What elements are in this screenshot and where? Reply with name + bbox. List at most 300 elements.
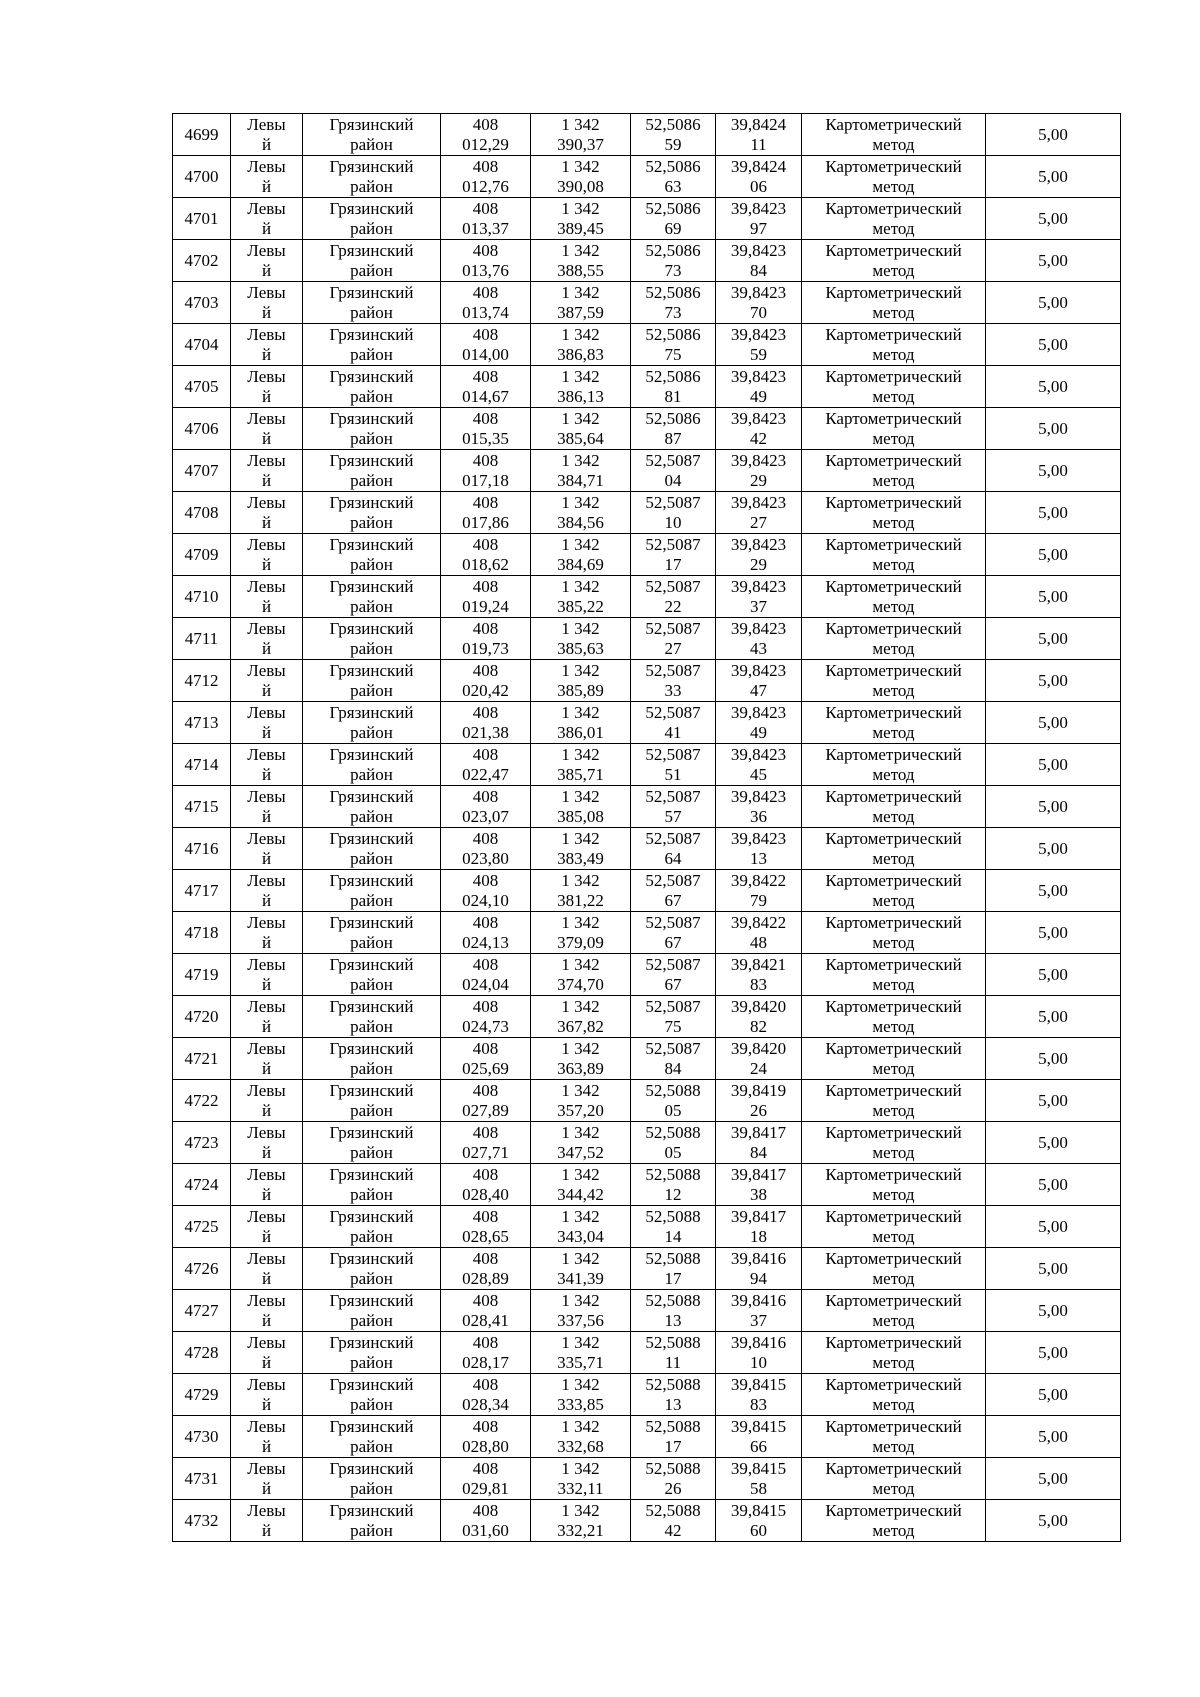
longitude-cell-line: 39,8416 bbox=[730, 1248, 787, 1268]
table-row bbox=[173, 1500, 1121, 1542]
x-coordinate-cell-line: 028,65 bbox=[462, 1226, 509, 1246]
method-cell bbox=[802, 786, 986, 828]
y-coordinate-cell-line: 385,08 bbox=[557, 806, 604, 826]
longitude-cell-line: 70 bbox=[750, 302, 767, 322]
y-coordinate-cell bbox=[531, 996, 631, 1038]
x-coordinate-cell-line: 028,41 bbox=[462, 1310, 509, 1330]
side-cell-line: й bbox=[261, 512, 272, 532]
x-coordinate-cell-line: 014,00 bbox=[462, 344, 509, 364]
side-cell-line: Левы bbox=[247, 660, 286, 680]
latitude-cell bbox=[631, 114, 716, 156]
latitude-cell bbox=[631, 618, 716, 660]
longitude-cell-line: 39,8420 bbox=[730, 1038, 787, 1058]
side-cell-line: й bbox=[261, 1016, 272, 1036]
y-coordinate-cell-line: 384,56 bbox=[557, 512, 604, 532]
side-cell-line: й bbox=[261, 764, 272, 784]
longitude-cell-line: 39,8423 bbox=[730, 744, 787, 764]
method-cell-line: Картометрический bbox=[825, 660, 962, 680]
accuracy-cell: 5,00 bbox=[986, 450, 1121, 492]
latitude-cell-line: 52,5087 bbox=[645, 576, 701, 596]
accuracy-cell: 5,00 bbox=[986, 828, 1121, 870]
y-coordinate-cell-line: 389,45 bbox=[557, 218, 604, 238]
longitude-cell-line: 49 bbox=[750, 722, 767, 742]
longitude-cell-line: 39,8415 bbox=[730, 1458, 787, 1478]
x-coordinate-cell bbox=[441, 618, 531, 660]
latitude-cell bbox=[631, 660, 716, 702]
x-coordinate-cell-line: 028,80 bbox=[462, 1436, 509, 1456]
table-row bbox=[173, 1206, 1121, 1248]
x-coordinate-cell bbox=[441, 1416, 531, 1458]
longitude-cell-line: 36 bbox=[750, 806, 767, 826]
table-row bbox=[173, 660, 1121, 702]
district-cell-line: район bbox=[350, 848, 393, 868]
x-coordinate-cell-line: 021,38 bbox=[462, 722, 509, 742]
table-row bbox=[173, 870, 1121, 912]
side-cell-line: Левы bbox=[247, 1416, 286, 1436]
side-cell-line: й bbox=[261, 722, 272, 742]
side-cell-line: й bbox=[261, 890, 272, 910]
table-row bbox=[173, 1290, 1121, 1332]
method-cell-line: Картометрический bbox=[825, 492, 962, 512]
district-cell-line: Грязинский bbox=[329, 240, 414, 260]
side-cell-line: Левы bbox=[247, 408, 286, 428]
district-cell-line: Грязинский bbox=[329, 1080, 414, 1100]
latitude-cell-line: 52,5088 bbox=[645, 1080, 701, 1100]
district-cell-line: район bbox=[350, 344, 393, 364]
latitude-cell bbox=[631, 282, 716, 324]
method-cell bbox=[802, 912, 986, 954]
district-cell-line: район bbox=[350, 1142, 393, 1162]
side-cell bbox=[231, 114, 303, 156]
side-cell-line: й bbox=[261, 1100, 272, 1120]
x-coordinate-cell-line: 023,07 bbox=[462, 806, 509, 826]
method-cell-line: Картометрический bbox=[825, 828, 962, 848]
district-cell-line: Грязинский bbox=[329, 450, 414, 470]
latitude-cell-line: 52,5088 bbox=[645, 1248, 701, 1268]
point-number-cell: 4721 bbox=[173, 1038, 231, 1080]
district-cell bbox=[303, 240, 441, 282]
method-cell bbox=[802, 576, 986, 618]
method-cell-line: метод bbox=[872, 1310, 915, 1330]
x-coordinate-cell-line: 408 bbox=[472, 366, 499, 386]
latitude-cell-line: 52,5087 bbox=[645, 954, 701, 974]
point-number-cell: 4720 bbox=[173, 996, 231, 1038]
point-number-cell: 4729 bbox=[173, 1374, 231, 1416]
latitude-cell-line: 13 bbox=[664, 1394, 682, 1414]
district-cell bbox=[303, 996, 441, 1038]
point-number-cell: 4727 bbox=[173, 1290, 231, 1332]
district-cell-line: район bbox=[350, 386, 393, 406]
latitude-cell-line: 73 bbox=[664, 302, 682, 322]
district-cell-line: Грязинский bbox=[329, 408, 414, 428]
latitude-cell-line: 52,5087 bbox=[645, 702, 701, 722]
y-coordinate-cell bbox=[531, 1374, 631, 1416]
district-cell-line: район bbox=[350, 554, 393, 574]
side-cell-line: Левы bbox=[247, 1458, 286, 1478]
longitude-cell bbox=[716, 198, 802, 240]
y-coordinate-cell bbox=[531, 954, 631, 996]
longitude-cell-line: 39,8423 bbox=[730, 450, 787, 470]
accuracy-cell: 5,00 bbox=[986, 198, 1121, 240]
method-cell bbox=[802, 1206, 986, 1248]
y-coordinate-cell bbox=[531, 828, 631, 870]
side-cell-line: й bbox=[261, 680, 272, 700]
district-cell-line: район bbox=[350, 302, 393, 322]
latitude-cell bbox=[631, 828, 716, 870]
accuracy-cell: 5,00 bbox=[986, 870, 1121, 912]
y-coordinate-cell-line: 1 342 bbox=[561, 996, 600, 1016]
y-coordinate-cell bbox=[531, 1080, 631, 1122]
x-coordinate-cell-line: 408 bbox=[472, 534, 499, 554]
point-number-cell: 4704 bbox=[173, 324, 231, 366]
method-cell-line: метод bbox=[872, 1100, 915, 1120]
latitude-cell-line: 17 bbox=[664, 1436, 682, 1456]
y-coordinate-cell bbox=[531, 912, 631, 954]
y-coordinate-cell-line: 1 342 bbox=[561, 366, 600, 386]
x-coordinate-cell-line: 408 bbox=[472, 1080, 499, 1100]
side-cell-line: Левы bbox=[247, 1290, 286, 1310]
x-coordinate-cell-line: 408 bbox=[472, 1416, 499, 1436]
x-coordinate-cell bbox=[441, 114, 531, 156]
x-coordinate-cell bbox=[441, 1164, 531, 1206]
longitude-cell-line: 97 bbox=[750, 218, 767, 238]
latitude-cell-line: 10 bbox=[664, 512, 682, 532]
point-number-cell: 4712 bbox=[173, 660, 231, 702]
accuracy-cell: 5,00 bbox=[986, 156, 1121, 198]
district-cell-line: район bbox=[350, 890, 393, 910]
longitude-cell bbox=[716, 492, 802, 534]
longitude-cell-line: 39,8420 bbox=[730, 996, 787, 1016]
y-coordinate-cell-line: 1 342 bbox=[561, 1500, 600, 1520]
district-cell-line: Грязинский bbox=[329, 1332, 414, 1352]
accuracy-cell: 5,00 bbox=[986, 1080, 1121, 1122]
latitude-cell-line: 52,5087 bbox=[645, 450, 701, 470]
district-cell-line: район bbox=[350, 134, 393, 154]
accuracy-cell: 5,00 bbox=[986, 1164, 1121, 1206]
x-coordinate-cell-line: 408 bbox=[472, 324, 499, 344]
longitude-cell-line: 39,8415 bbox=[730, 1374, 787, 1394]
x-coordinate-cell bbox=[441, 492, 531, 534]
x-coordinate-cell-line: 028,34 bbox=[462, 1394, 509, 1414]
table-row bbox=[173, 240, 1121, 282]
latitude-cell-line: 52,5088 bbox=[645, 1122, 701, 1142]
method-cell-line: Картометрический bbox=[825, 366, 962, 386]
y-coordinate-cell-line: 1 342 bbox=[561, 912, 600, 932]
method-cell bbox=[802, 366, 986, 408]
side-cell-line: й bbox=[261, 386, 272, 406]
x-coordinate-cell bbox=[441, 1500, 531, 1542]
y-coordinate-cell-line: 367,82 bbox=[557, 1016, 604, 1036]
x-coordinate-cell bbox=[441, 954, 531, 996]
point-number-cell: 4716 bbox=[173, 828, 231, 870]
accuracy-cell: 5,00 bbox=[986, 786, 1121, 828]
x-coordinate-cell bbox=[441, 870, 531, 912]
y-coordinate-cell bbox=[531, 114, 631, 156]
method-cell-line: метод bbox=[872, 1436, 915, 1456]
y-coordinate-cell-line: 357,20 bbox=[557, 1100, 604, 1120]
y-coordinate-cell-line: 388,55 bbox=[557, 260, 604, 280]
x-coordinate-cell bbox=[441, 534, 531, 576]
latitude-cell-line: 87 bbox=[664, 428, 682, 448]
district-cell-line: район bbox=[350, 470, 393, 490]
point-number-cell: 4728 bbox=[173, 1332, 231, 1374]
longitude-cell-line: 66 bbox=[750, 1436, 767, 1456]
district-cell bbox=[303, 1458, 441, 1500]
method-cell-line: метод bbox=[872, 890, 915, 910]
latitude-cell-line: 26 bbox=[664, 1478, 682, 1498]
method-cell-line: метод bbox=[872, 1058, 915, 1078]
longitude-cell-line: 39,8423 bbox=[730, 282, 787, 302]
side-cell bbox=[231, 198, 303, 240]
y-coordinate-cell-line: 1 342 bbox=[561, 1206, 600, 1226]
side-cell-line: й bbox=[261, 1268, 272, 1288]
method-cell bbox=[802, 1416, 986, 1458]
method-cell-line: метод bbox=[872, 176, 915, 196]
x-coordinate-cell-line: 408 bbox=[472, 1164, 499, 1184]
y-coordinate-cell bbox=[531, 1290, 631, 1332]
x-coordinate-cell-line: 013,74 bbox=[462, 302, 509, 322]
latitude-cell bbox=[631, 702, 716, 744]
method-cell-line: Картометрический bbox=[825, 1038, 962, 1058]
longitude-cell-line: 24 bbox=[750, 1058, 767, 1078]
method-cell-line: Картометрический bbox=[825, 1080, 962, 1100]
longitude-cell bbox=[716, 702, 802, 744]
longitude-cell-line: 39,8423 bbox=[730, 198, 787, 218]
district-cell-line: Грязинский bbox=[329, 828, 414, 848]
longitude-cell-line: 10 bbox=[750, 1352, 767, 1372]
district-cell bbox=[303, 1290, 441, 1332]
x-coordinate-cell-line: 408 bbox=[472, 1122, 499, 1142]
method-cell bbox=[802, 1332, 986, 1374]
longitude-cell-line: 39,8415 bbox=[730, 1500, 787, 1520]
method-cell-line: метод bbox=[872, 680, 915, 700]
method-cell-line: метод bbox=[872, 386, 915, 406]
method-cell-line: Картометрический bbox=[825, 198, 962, 218]
x-coordinate-cell bbox=[441, 744, 531, 786]
district-cell-line: Грязинский bbox=[329, 1248, 414, 1268]
longitude-cell bbox=[716, 366, 802, 408]
accuracy-cell: 5,00 bbox=[986, 408, 1121, 450]
longitude-cell-line: 83 bbox=[750, 974, 767, 994]
district-cell-line: Грязинский bbox=[329, 198, 414, 218]
table-row bbox=[173, 198, 1121, 240]
point-number-cell: 4715 bbox=[173, 786, 231, 828]
district-cell-line: район bbox=[350, 218, 393, 238]
district-cell bbox=[303, 1248, 441, 1290]
y-coordinate-cell-line: 384,69 bbox=[557, 554, 604, 574]
y-coordinate-cell-line: 1 342 bbox=[561, 954, 600, 974]
side-cell-line: Левы bbox=[247, 1206, 286, 1226]
x-coordinate-cell-line: 408 bbox=[472, 450, 499, 470]
side-cell-line: й bbox=[261, 1436, 272, 1456]
method-cell bbox=[802, 114, 986, 156]
side-cell bbox=[231, 492, 303, 534]
accuracy-cell: 5,00 bbox=[986, 1374, 1121, 1416]
method-cell-line: метод bbox=[872, 428, 915, 448]
district-cell bbox=[303, 366, 441, 408]
latitude-cell bbox=[631, 1206, 716, 1248]
latitude-cell-line: 69 bbox=[664, 218, 682, 238]
x-coordinate-cell-line: 013,37 bbox=[462, 218, 509, 238]
point-number-cell: 4723 bbox=[173, 1122, 231, 1164]
district-cell-line: Грязинский bbox=[329, 1164, 414, 1184]
y-coordinate-cell-line: 343,04 bbox=[557, 1226, 604, 1246]
y-coordinate-cell bbox=[531, 1206, 631, 1248]
latitude-cell bbox=[631, 1500, 716, 1542]
y-coordinate-cell bbox=[531, 1248, 631, 1290]
accuracy-cell: 5,00 bbox=[986, 534, 1121, 576]
side-cell-line: Левы bbox=[247, 576, 286, 596]
x-coordinate-cell bbox=[441, 1122, 531, 1164]
table-row bbox=[173, 366, 1121, 408]
y-coordinate-cell-line: 1 342 bbox=[561, 1332, 600, 1352]
latitude-cell-line: 52,5086 bbox=[645, 324, 701, 344]
accuracy-cell: 5,00 bbox=[986, 996, 1121, 1038]
y-coordinate-cell-line: 337,56 bbox=[557, 1310, 604, 1330]
side-cell-line: й bbox=[261, 1184, 272, 1204]
x-coordinate-cell-line: 408 bbox=[472, 1374, 499, 1394]
latitude-cell-line: 52,5087 bbox=[645, 660, 701, 680]
side-cell bbox=[231, 1416, 303, 1458]
longitude-cell bbox=[716, 282, 802, 324]
table-row bbox=[173, 744, 1121, 786]
side-cell bbox=[231, 912, 303, 954]
y-coordinate-cell-line: 390,08 bbox=[557, 176, 604, 196]
y-coordinate-cell bbox=[531, 1038, 631, 1080]
latitude-cell-line: 51 bbox=[664, 764, 682, 784]
y-coordinate-cell-line: 341,39 bbox=[557, 1268, 604, 1288]
district-cell-line: район bbox=[350, 1520, 393, 1540]
method-cell bbox=[802, 870, 986, 912]
longitude-cell-line: 29 bbox=[750, 470, 767, 490]
x-coordinate-cell-line: 408 bbox=[472, 240, 499, 260]
y-coordinate-cell-line: 1 342 bbox=[561, 1164, 600, 1184]
y-coordinate-cell-line: 332,21 bbox=[557, 1520, 604, 1540]
x-coordinate-cell-line: 031,60 bbox=[462, 1520, 509, 1540]
method-cell bbox=[802, 1458, 986, 1500]
side-cell-line: й bbox=[261, 1142, 272, 1162]
method-cell-line: метод bbox=[872, 1268, 915, 1288]
side-cell-line: Левы bbox=[247, 1332, 286, 1352]
side-cell-line: й bbox=[261, 344, 272, 364]
method-cell bbox=[802, 450, 986, 492]
method-cell-line: Картометрический bbox=[825, 744, 962, 764]
table-row bbox=[173, 534, 1121, 576]
y-coordinate-cell-line: 386,13 bbox=[557, 386, 604, 406]
district-cell-line: район bbox=[350, 176, 393, 196]
district-cell-line: район bbox=[350, 1436, 393, 1456]
side-cell bbox=[231, 1290, 303, 1332]
method-cell bbox=[802, 282, 986, 324]
district-cell-line: Грязинский bbox=[329, 1122, 414, 1142]
district-cell bbox=[303, 492, 441, 534]
point-number-cell: 4701 bbox=[173, 198, 231, 240]
x-coordinate-cell-line: 408 bbox=[472, 1206, 499, 1226]
side-cell bbox=[231, 1164, 303, 1206]
x-coordinate-cell-line: 408 bbox=[472, 1458, 499, 1478]
point-number-cell: 4719 bbox=[173, 954, 231, 996]
latitude-cell-line: 67 bbox=[664, 890, 682, 910]
district-cell bbox=[303, 114, 441, 156]
table-row bbox=[173, 1164, 1121, 1206]
accuracy-cell: 5,00 bbox=[986, 744, 1121, 786]
longitude-cell-line: 43 bbox=[750, 638, 767, 658]
x-coordinate-cell bbox=[441, 198, 531, 240]
longitude-cell-line: 49 bbox=[750, 386, 767, 406]
y-coordinate-cell-line: 387,59 bbox=[557, 302, 604, 322]
side-cell-line: й bbox=[261, 1226, 272, 1246]
y-coordinate-cell-line: 1 342 bbox=[561, 156, 600, 176]
side-cell-line: Левы bbox=[247, 702, 286, 722]
x-coordinate-cell bbox=[441, 408, 531, 450]
longitude-cell bbox=[716, 786, 802, 828]
x-coordinate-cell bbox=[441, 366, 531, 408]
latitude-cell-line: 52,5086 bbox=[645, 198, 701, 218]
longitude-cell bbox=[716, 1164, 802, 1206]
district-cell-line: район bbox=[350, 596, 393, 616]
longitude-cell bbox=[716, 576, 802, 618]
y-coordinate-cell-line: 332,11 bbox=[557, 1478, 604, 1498]
side-cell-line: й bbox=[261, 428, 272, 448]
district-cell bbox=[303, 912, 441, 954]
y-coordinate-cell bbox=[531, 156, 631, 198]
longitude-cell-line: 39,8423 bbox=[730, 366, 787, 386]
y-coordinate-cell bbox=[531, 450, 631, 492]
side-cell bbox=[231, 828, 303, 870]
latitude-cell bbox=[631, 198, 716, 240]
latitude-cell bbox=[631, 1248, 716, 1290]
side-cell-line: Левы bbox=[247, 1374, 286, 1394]
method-cell bbox=[802, 1038, 986, 1080]
district-cell-line: район bbox=[350, 764, 393, 784]
y-coordinate-cell-line: 384,71 bbox=[557, 470, 604, 490]
y-coordinate-cell-line: 1 342 bbox=[561, 282, 600, 302]
longitude-cell bbox=[716, 1080, 802, 1122]
point-number-cell: 4699 bbox=[173, 114, 231, 156]
method-cell-line: Картометрический bbox=[825, 408, 962, 428]
method-cell-line: Картометрический bbox=[825, 156, 962, 176]
point-number-cell: 4703 bbox=[173, 282, 231, 324]
longitude-cell bbox=[716, 744, 802, 786]
method-cell-line: метод bbox=[872, 1016, 915, 1036]
x-coordinate-cell bbox=[441, 660, 531, 702]
district-cell bbox=[303, 450, 441, 492]
side-cell-line: й bbox=[261, 974, 272, 994]
y-coordinate-cell bbox=[531, 870, 631, 912]
district-cell bbox=[303, 198, 441, 240]
district-cell-line: Грязинский bbox=[329, 282, 414, 302]
district-cell bbox=[303, 534, 441, 576]
y-coordinate-cell bbox=[531, 576, 631, 618]
latitude-cell-line: 11 bbox=[664, 1352, 682, 1372]
side-cell bbox=[231, 954, 303, 996]
longitude-cell-line: 39,8423 bbox=[730, 240, 787, 260]
accuracy-cell: 5,00 bbox=[986, 1500, 1121, 1542]
longitude-cell-line: 39,8421 bbox=[730, 954, 787, 974]
point-number-cell: 4722 bbox=[173, 1080, 231, 1122]
table-row bbox=[173, 786, 1121, 828]
district-cell-line: район bbox=[350, 1016, 393, 1036]
district-cell-line: район bbox=[350, 1394, 393, 1414]
method-cell bbox=[802, 618, 986, 660]
method-cell-line: метод bbox=[872, 848, 915, 868]
x-coordinate-cell bbox=[441, 996, 531, 1038]
side-cell-line: Левы bbox=[247, 1080, 286, 1100]
side-cell bbox=[231, 1122, 303, 1164]
latitude-cell-line: 63 bbox=[664, 176, 682, 196]
method-cell-line: Картометрический bbox=[825, 1122, 962, 1142]
district-cell-line: район bbox=[350, 932, 393, 952]
